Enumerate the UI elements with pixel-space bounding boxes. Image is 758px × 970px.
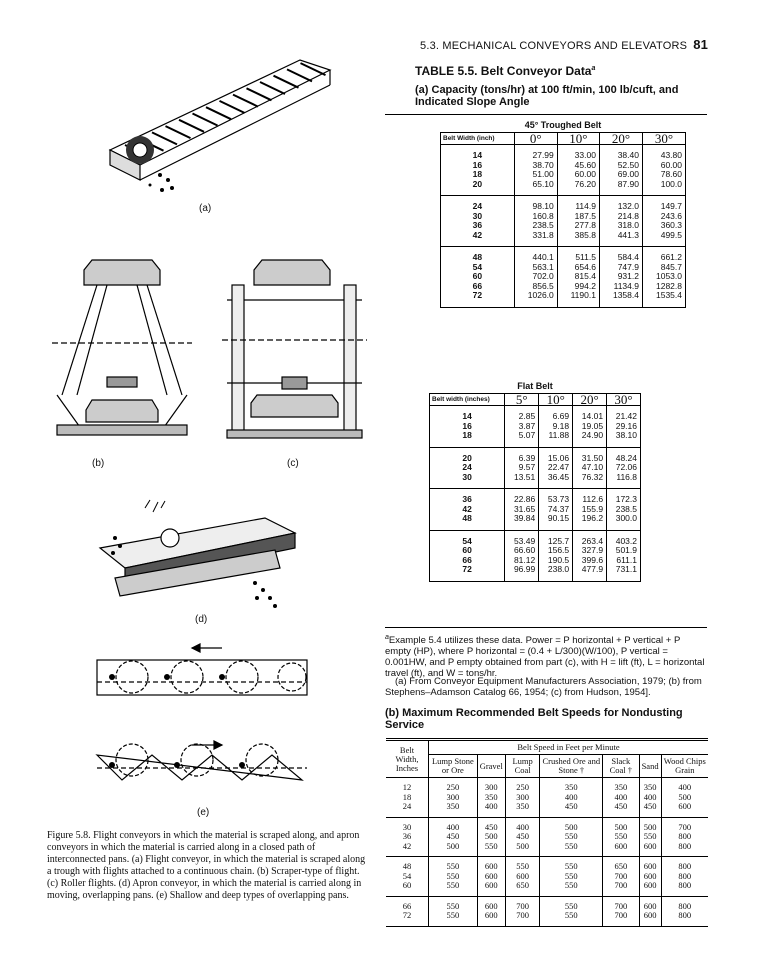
capacity-cell: 563.1 [514, 263, 557, 273]
running-header [420, 37, 708, 52]
capacity-cell: 1358.4 [599, 291, 642, 307]
table-row [386, 857, 708, 872]
table-row [386, 778, 708, 793]
capacity-cell: 65.10 [514, 180, 557, 196]
capacity-cell: 81.12 [505, 556, 539, 566]
capacity-cell: 238.5 [514, 221, 557, 231]
belt-width-cell: 14 [430, 406, 505, 422]
figure-label-b: (b) [92, 458, 105, 469]
speed-cell: 450 [540, 802, 603, 817]
capacity-cell: 190.5 [539, 556, 573, 566]
belt-width-cell: 60 [441, 272, 515, 282]
figure-e-overlapping-pans [92, 640, 312, 800]
table-title: TABLE 5.5. Belt Conveyor Data$^a$ [415, 64, 596, 78]
speed-cell: 550 [429, 896, 478, 911]
capacity-cell: 31.50 [573, 447, 607, 463]
speed-cell: 250 [429, 778, 478, 793]
speed-cell: 600 [505, 872, 540, 882]
figure-label-e: (e) [197, 807, 210, 818]
speed-cell: 450 [429, 832, 478, 842]
speed-cell: 700 [603, 872, 639, 882]
capacity-cell: 53.73 [539, 489, 573, 505]
speed-cell: 600 [477, 872, 505, 882]
belt-width-cell: 16 [430, 422, 505, 432]
speed-cell: 500 [639, 817, 661, 832]
capacity-cell: 856.5 [514, 282, 557, 292]
speed-cell: 450 [505, 832, 540, 842]
speed-cell: 400 [639, 793, 661, 803]
capacity-cell: 60.00 [557, 170, 599, 180]
speed-cell: 250 [505, 778, 540, 793]
belt-width-cell: 24 [430, 463, 505, 473]
belt-width-cell: 30 [402, 821, 412, 832]
capacity-cell: 360.3 [642, 221, 685, 231]
table-row [430, 505, 641, 515]
capacity-cell: 6.69 [539, 406, 573, 422]
table-row [430, 565, 641, 581]
speed-cell: 700 [661, 817, 708, 832]
flat-title: Flat Belt [517, 381, 553, 391]
speed-cell: 500 [540, 817, 603, 832]
table-row [430, 422, 641, 432]
speed-cell: 550 [540, 896, 603, 911]
belt-width-cell: 48 [430, 514, 505, 530]
speed-cell: 550 [540, 857, 603, 872]
table-row [441, 247, 686, 263]
speed-width-header: Belt Width, Inches [386, 740, 429, 778]
figure-label-a: (a) [199, 203, 212, 214]
capacity-cell: 22.47 [539, 463, 573, 473]
speed-cell: 700 [603, 896, 639, 911]
table-row [430, 514, 641, 530]
capacity-cell: 38.40 [599, 145, 642, 161]
sources-note: (a) From Conveyor Equipment Manufacturers Association, 1979; (b) from Stephens–Adamson Catalog 66, 1954; (c) from Hudson, 1954]. [385, 676, 702, 698]
capacity-cell: 611.1 [607, 556, 641, 566]
speed-column-header: Lump Stone or Ore [429, 755, 478, 778]
speed-cell: 700 [603, 911, 639, 926]
belt-width-cell: 18 [402, 791, 412, 802]
capacity-cell: 87.90 [599, 180, 642, 196]
table-row [386, 842, 708, 857]
figure-c-roller-flight [222, 255, 367, 445]
belt-width-cell: 36 [402, 831, 412, 841]
belt-width-cell: 66 [430, 556, 505, 566]
capacity-cell: 994.2 [557, 282, 599, 292]
part-b-title: (b) Maximum Recommended Belt Speeds for Nondusting Service [385, 707, 683, 731]
capacity-cell: 38.70 [514, 161, 557, 171]
speed-cell: 350 [429, 802, 478, 817]
capacity-cell: 385.8 [557, 231, 599, 247]
capacity-cell: 13.51 [505, 473, 539, 489]
speed-cell: 350 [477, 793, 505, 803]
capacity-cell: 196.2 [573, 514, 607, 530]
speed-cell: 600 [639, 896, 661, 911]
capacity-cell: 747.9 [599, 263, 642, 273]
speed-cell: 650 [603, 857, 639, 872]
belt-width-cell: 42 [386, 842, 429, 857]
capacity-cell: 5.07 [505, 431, 539, 447]
speed-cell: 550 [540, 832, 603, 842]
table-row [386, 817, 708, 832]
capacity-cell: 27.99 [514, 145, 557, 161]
speed-cell: 550 [639, 832, 661, 842]
speed-cell: 600 [639, 857, 661, 872]
belt-width-cell: 36 [441, 221, 515, 231]
speed-cell: 550 [429, 881, 478, 896]
capacity-cell: 399.6 [573, 556, 607, 566]
speed-cell: 300 [477, 778, 505, 793]
speed-cell: 350 [540, 778, 603, 793]
capacity-cell: 441.3 [599, 231, 642, 247]
table-row [430, 530, 641, 546]
capacity-cell: 31.65 [505, 505, 539, 515]
capacity-cell: 60.00 [642, 161, 685, 171]
belt-width-cell: 30 [441, 212, 515, 222]
belt-width-cell: 42 [430, 505, 505, 515]
belt-width-cell: 30 [430, 473, 505, 489]
capacity-cell: 2.85 [505, 406, 539, 422]
capacity-cell: 72.06 [607, 463, 641, 473]
capacity-cell: 238.5 [607, 505, 641, 515]
speed-cell: 400 [505, 817, 540, 832]
speed-cell: 400 [477, 802, 505, 817]
capacity-cell: 78.60 [642, 170, 685, 180]
troughed-angle-header: 0° [514, 133, 557, 145]
capacity-cell: 22.86 [505, 489, 539, 505]
speed-cell: 600 [477, 881, 505, 896]
speed-cell: 550 [540, 911, 603, 926]
table-row [441, 196, 686, 212]
capacity-cell: 66.60 [505, 546, 539, 556]
speed-cell: 550 [540, 881, 603, 896]
speed-cell: 650 [505, 881, 540, 896]
capacity-cell: 654.6 [557, 263, 599, 273]
capacity-cell: 38.10 [607, 431, 641, 447]
table-row [441, 291, 686, 307]
table-row [386, 832, 708, 842]
capacity-cell: 74.37 [539, 505, 573, 515]
capacity-cell: 160.8 [514, 212, 557, 222]
capacity-cell: 112.6 [573, 489, 607, 505]
speed-cell: 500 [505, 842, 540, 857]
capacity-cell: 263.4 [573, 530, 607, 546]
capacity-cell: 440.1 [514, 247, 557, 263]
capacity-cell: 702.0 [514, 272, 557, 282]
table-row [430, 473, 641, 489]
table-row [430, 546, 641, 556]
speed-column-header: Slack Coal † [603, 755, 639, 778]
table-row [386, 802, 708, 817]
speed-cell: 600 [639, 911, 661, 926]
capacity-cell: 584.4 [599, 247, 642, 263]
speed-span-header: Belt Speed in Feet per Minute [429, 740, 709, 755]
speed-cell: 800 [661, 872, 708, 882]
belt-width-cell: 48 [402, 861, 412, 871]
speed-header-row [386, 740, 708, 755]
speed-cell: 550 [603, 832, 639, 842]
belt-width-cell: 48 [441, 247, 515, 263]
speed-cell: 500 [477, 832, 505, 842]
capacity-cell: 11.88 [539, 431, 573, 447]
belt-width-cell: 60 [430, 546, 505, 556]
capacity-cell: 499.5 [642, 231, 685, 247]
capacity-cell: 327.9 [573, 546, 607, 556]
table-row [430, 406, 641, 422]
troughed-title: 45° Troughed Belt [524, 120, 602, 130]
capacity-cell: 931.2 [599, 272, 642, 282]
capacity-cell: 53.49 [505, 530, 539, 546]
capacity-cell: 661.2 [642, 247, 685, 263]
speed-cell: 800 [661, 881, 708, 896]
capacity-cell: 51.00 [514, 170, 557, 180]
flat-belt-table [429, 393, 641, 582]
capacity-cell: 1535.4 [642, 291, 685, 307]
footnote-text: Example 5.4 utilizes these data. Power = P horizontal + P vertical + P empty (HP), where P horizontal = (0.4 + L/300)(W/100), P vertical = 0.001HW, and P empty obtained from part (c), with H = lift (ft), L = horizontal travel (ft), and W = tons/hr. [385, 635, 705, 680]
figure-label-c: (c) [287, 458, 299, 469]
table-row [430, 489, 641, 505]
capacity-cell: 243.6 [642, 212, 685, 222]
belt-width-cell: 36 [430, 489, 505, 505]
capacity-cell: 39.84 [505, 514, 539, 530]
belt-width-cell: 72 [386, 911, 429, 926]
flat-width-header: Belt width (inches) [430, 394, 505, 406]
table-row [386, 793, 708, 803]
capacity-cell: 132.0 [599, 196, 642, 212]
speed-column-row [386, 755, 708, 778]
speed-cell: 600 [639, 872, 661, 882]
speed-cell: 350 [603, 778, 639, 793]
belt-width-cell: 72 [430, 565, 505, 581]
speed-cell: 800 [661, 896, 708, 911]
capacity-cell: 14.01 [573, 406, 607, 422]
figure-label-d: (d) [195, 614, 208, 625]
capacity-cell: 1134.9 [599, 282, 642, 292]
speed-cell: 350 [505, 802, 540, 817]
speed-cell: 450 [603, 802, 639, 817]
capacity-cell: 6.39 [505, 447, 539, 463]
speed-cell: 600 [477, 857, 505, 872]
speed-cell: 600 [477, 896, 505, 911]
speed-cell: 550 [429, 872, 478, 882]
speed-cell: 550 [429, 911, 478, 926]
capacity-cell: 187.5 [557, 212, 599, 222]
speed-cell: 550 [477, 842, 505, 857]
belt-speed-table [386, 738, 708, 927]
capacity-cell: 331.8 [514, 231, 557, 247]
speed-cell: 500 [603, 817, 639, 832]
speed-cell: 700 [505, 911, 540, 926]
capacity-cell: 100.0 [642, 180, 685, 196]
speed-column-header: Lump Coal [505, 755, 540, 778]
capacity-cell: 403.2 [607, 530, 641, 546]
belt-width-cell: 18 [441, 170, 515, 180]
speed-cell: 500 [429, 842, 478, 857]
capacity-cell: 731.1 [607, 565, 641, 581]
speed-column-header: Sand [639, 755, 661, 778]
figure-caption: Figure 5.8. Flight conveyors in which the material is scraped along, and apron conveyors in which the material is carried along in a closed path of interconnected pans. (a) Flight conveyor, in which the material is scraped along a trough with flights attached to a continuous chain. (b) Scraper-type of flight. (c) Roller flights. (d) Apron conveyor, in which the material is carried along in moving, overlapping pans. (e) Shallow and deep types of overlapping pans. [47, 830, 366, 901]
belt-width-cell: 24 [441, 196, 515, 212]
table-row [430, 431, 641, 447]
capacity-cell: 238.0 [539, 565, 573, 581]
table-row [386, 881, 708, 896]
speed-cell: 550 [505, 857, 540, 872]
speed-cell: 600 [639, 842, 661, 857]
flat-angle-header: 30° [607, 394, 641, 406]
part-a-title: (a) Capacity (tons/hr) at 100 ft/min, 100 lb/cuft, and Indicated Slope Angle [415, 84, 679, 108]
speed-cell: 450 [477, 817, 505, 832]
speed-cell: 600 [639, 881, 661, 896]
speed-cell: 600 [661, 802, 708, 817]
capacity-cell: 69.00 [599, 170, 642, 180]
speed-cell: 400 [429, 817, 478, 832]
belt-width-cell: 18 [430, 431, 505, 447]
table-row [430, 463, 641, 473]
speed-column-header: Crushed Ore and Stone † [540, 755, 603, 778]
speed-cell: 400 [661, 778, 708, 793]
speed-cell: 550 [429, 857, 478, 872]
flat-angle-header: 20° [573, 394, 607, 406]
speed-cell: 550 [540, 872, 603, 882]
speed-cell: 800 [661, 832, 708, 842]
belt-width-cell: 54 [441, 263, 515, 273]
capacity-cell: 52.50 [599, 161, 642, 171]
capacity-cell: 1053.0 [642, 272, 685, 282]
footnote: $^a$Example 5.4 utilizes these data. Power = P horizontal + P vertical + P empty (HP), where P horizontal = (0.4 + L/300)(W/100), P vertical = 0.001HW, and P empty obtained from part (c), with H = lift (ft), L = horizontal travel (ft), and W = tons/hr. [385, 627, 707, 679]
belt-width-cell: 20 [430, 447, 505, 463]
speed-cell: 400 [603, 793, 639, 803]
speed-cell: 800 [661, 911, 708, 926]
troughed-angle-header: 30° [642, 133, 685, 145]
speed-cell: 500 [661, 793, 708, 803]
flat-angle-header: 5° [505, 394, 539, 406]
belt-width-cell: 54 [402, 870, 412, 881]
capacity-cell: 29.16 [607, 422, 641, 432]
speed-cell: 700 [603, 881, 639, 896]
capacity-cell: 172.3 [607, 489, 641, 505]
belt-width-cell: 66 [441, 282, 515, 292]
speed-cell: 350 [639, 778, 661, 793]
speed-cell: 300 [505, 793, 540, 803]
divider [385, 114, 707, 115]
belt-width-cell: 24 [386, 802, 429, 817]
speed-cell: 300 [429, 793, 478, 803]
table-row [430, 556, 641, 566]
capacity-cell: 43.80 [642, 145, 685, 161]
belt-width-cell: 54 [430, 530, 505, 546]
table-row [441, 180, 686, 196]
troughed-belt-table [440, 132, 686, 308]
belt-width-cell: 20 [441, 180, 515, 196]
capacity-cell: 24.90 [573, 431, 607, 447]
capacity-cell: 845.7 [642, 263, 685, 273]
troughed-angle-header: 20° [599, 133, 642, 145]
belt-width-cell: 60 [386, 881, 429, 896]
troughed-angle-header: 10° [557, 133, 599, 145]
capacity-cell: 511.5 [557, 247, 599, 263]
speed-cell: 550 [540, 842, 603, 857]
table-row [386, 896, 708, 911]
capacity-cell: 1026.0 [514, 291, 557, 307]
capacity-cell: 3.87 [505, 422, 539, 432]
figure-b-scraper-flight [52, 255, 192, 445]
capacity-cell: 116.8 [607, 473, 641, 489]
speed-cell: 700 [505, 896, 540, 911]
capacity-cell: 815.4 [557, 272, 599, 282]
capacity-cell: 156.5 [539, 546, 573, 556]
capacity-cell: 48.24 [607, 447, 641, 463]
speed-cell: 800 [661, 857, 708, 872]
capacity-cell: 15.06 [539, 447, 573, 463]
speed-column-header: Gravel [477, 755, 505, 778]
table-row [386, 911, 708, 926]
speed-cell: 600 [603, 842, 639, 857]
capacity-cell: 21.42 [607, 406, 641, 422]
capacity-cell: 277.8 [557, 221, 599, 231]
capacity-cell: 76.20 [557, 180, 599, 196]
belt-width-cell: 42 [441, 231, 515, 247]
capacity-cell: 1282.8 [642, 282, 685, 292]
capacity-cell: 214.8 [599, 212, 642, 222]
speed-column-header: Wood Chips Grain [661, 755, 708, 778]
capacity-cell: 98.10 [514, 196, 557, 212]
section-title: 5.3. MECHANICAL CONVEYORS AND ELEVATORS [420, 40, 688, 52]
capacity-cell: 477.9 [573, 565, 607, 581]
belt-width-cell: 14 [441, 145, 515, 161]
capacity-cell: 114.9 [557, 196, 599, 212]
table-row [386, 872, 708, 882]
figure-d-apron-conveyor [95, 498, 305, 613]
capacity-cell: 36.45 [539, 473, 573, 489]
capacity-cell: 318.0 [599, 221, 642, 231]
speed-cell: 450 [639, 802, 661, 817]
capacity-cell: 90.15 [539, 514, 573, 530]
capacity-cell: 125.7 [539, 530, 573, 546]
capacity-cell: 501.9 [607, 546, 641, 556]
capacity-cell: 47.10 [573, 463, 607, 473]
capacity-cell: 19.05 [573, 422, 607, 432]
page-number: 81 [693, 37, 709, 52]
table-row [430, 447, 641, 463]
capacity-cell: 9.18 [539, 422, 573, 432]
troughed-header-row [441, 133, 686, 145]
capacity-cell: 76.32 [573, 473, 607, 489]
speed-cell: 800 [661, 842, 708, 857]
table-row [441, 145, 686, 161]
capacity-cell: 33.00 [557, 145, 599, 161]
belt-width-cell: 16 [441, 161, 515, 171]
capacity-cell: 9.57 [505, 463, 539, 473]
flat-angle-header: 10° [539, 394, 573, 406]
speed-cell: 400 [540, 793, 603, 803]
capacity-cell: 149.7 [642, 196, 685, 212]
belt-width-cell: 72 [441, 291, 515, 307]
capacity-cell: 45.60 [557, 161, 599, 171]
capacity-cell: 155.9 [573, 505, 607, 515]
capacity-cell: 96.99 [505, 565, 539, 581]
troughed-width-header: Belt Width (inch) [441, 133, 515, 145]
belt-width-cell: 66 [402, 900, 412, 911]
capacity-cell: 300.0 [607, 514, 641, 530]
figure-a-flight-conveyor [100, 50, 340, 200]
table-row [441, 231, 686, 247]
belt-width-cell: 12 [402, 782, 412, 792]
flat-header-row [430, 394, 641, 406]
capacity-cell: 1190.1 [557, 291, 599, 307]
speed-cell: 600 [477, 911, 505, 926]
